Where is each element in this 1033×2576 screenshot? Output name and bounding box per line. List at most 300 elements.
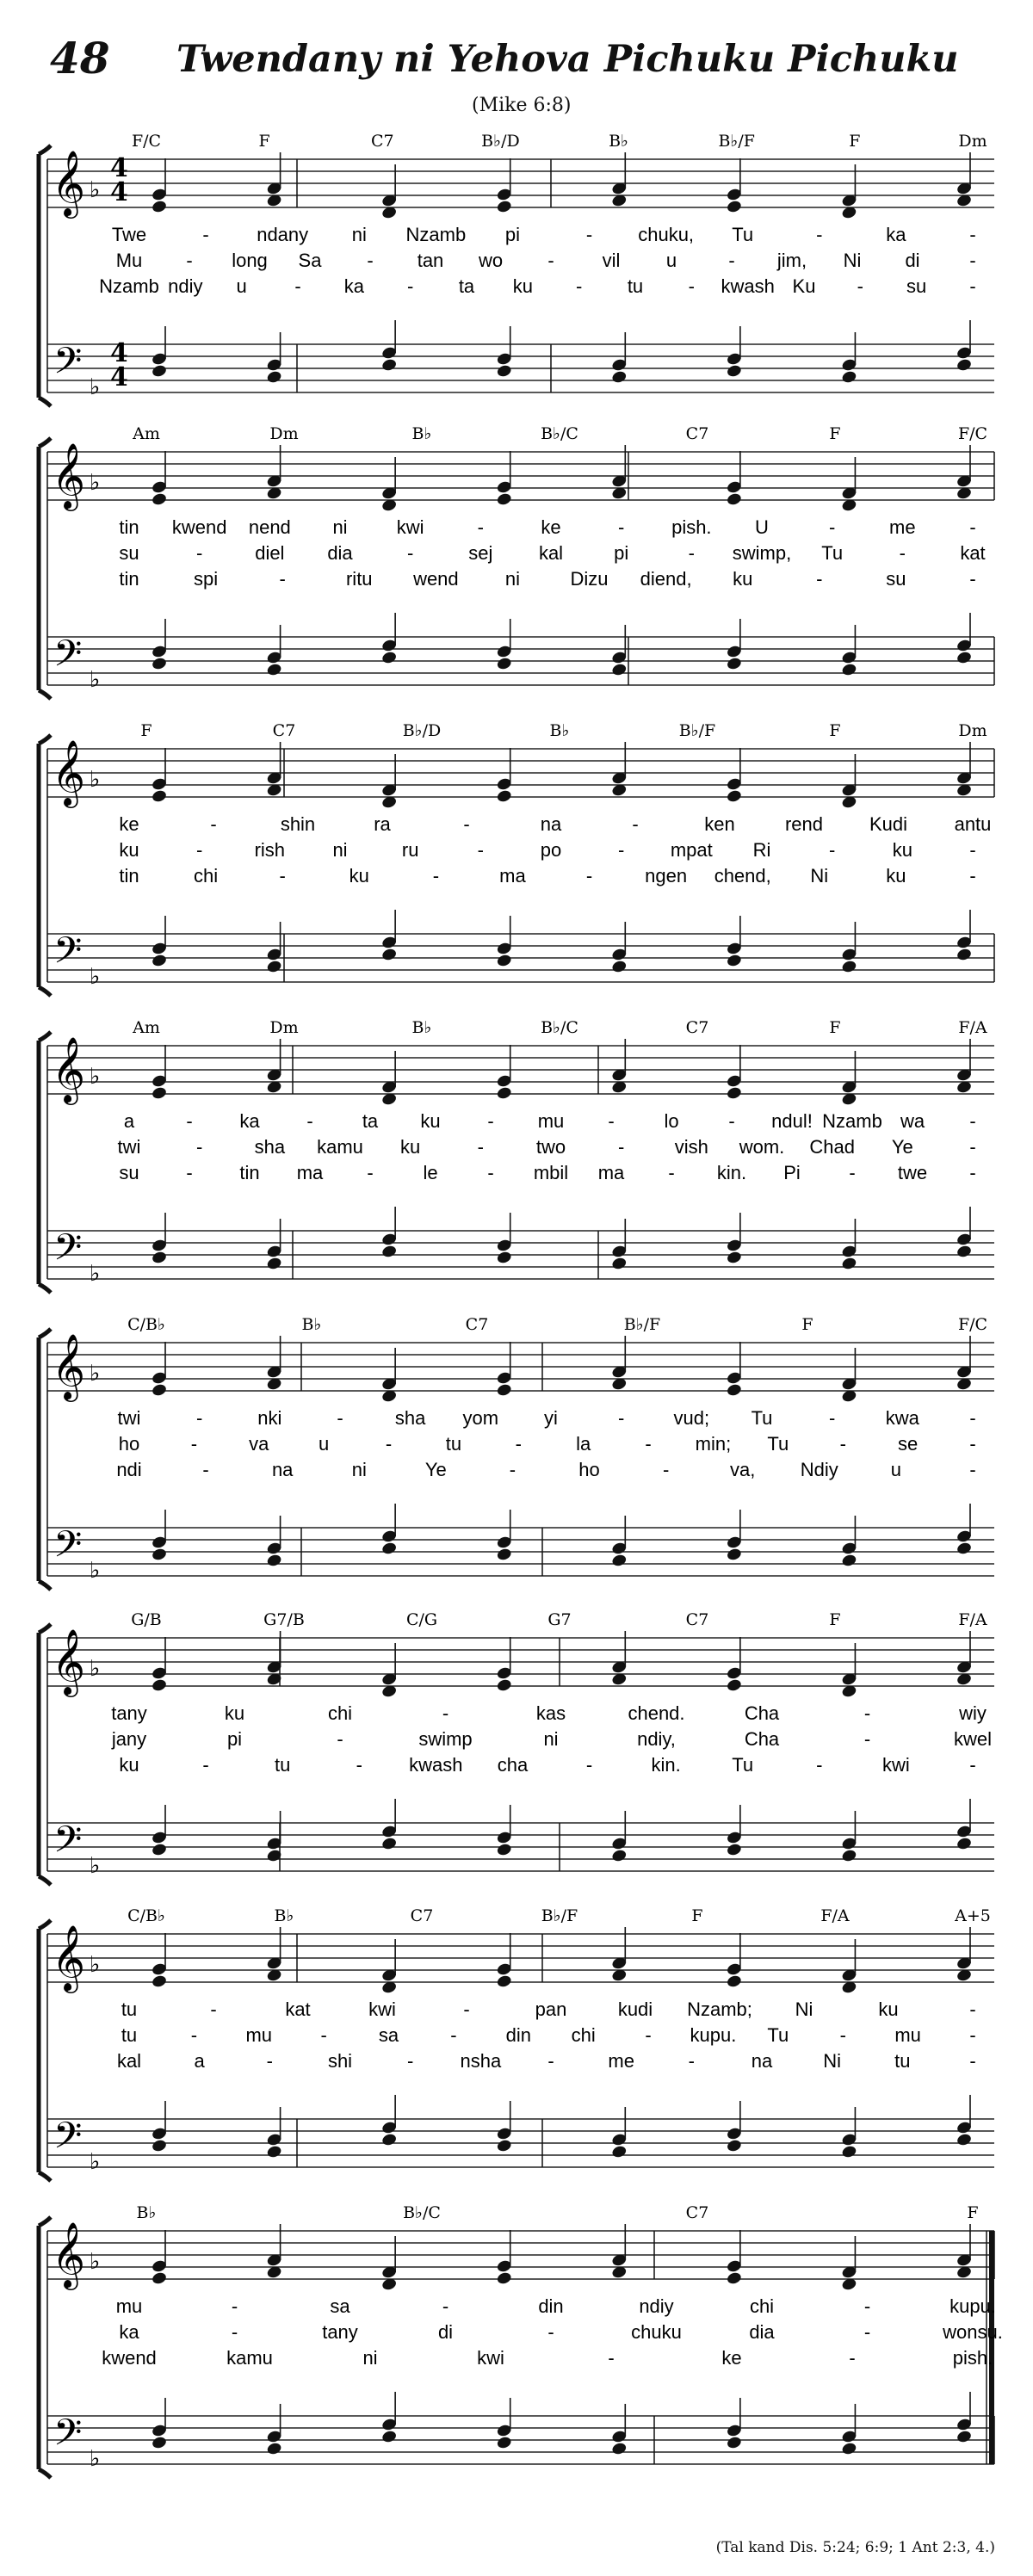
lyric-syllable: yom [462, 1407, 499, 1429]
lyric-syllable: ku [224, 1702, 245, 1724]
note-head [381, 2430, 398, 2444]
lyric-syllable: va [249, 1433, 269, 1455]
lyric-syllable: - [279, 865, 286, 886]
lyric-syllable: - [969, 2050, 976, 2072]
lyric-syllable: - [450, 2024, 457, 2046]
lyric-syllable: ra [374, 813, 391, 835]
lyric-syllable: pi [226, 1728, 243, 1750]
note-head [611, 1554, 628, 1568]
system-bracket [39, 1329, 51, 1590]
lyric-syllable: - [547, 250, 554, 271]
lyric-syllable: - [585, 1754, 593, 1776]
lyric-syllable: - [632, 813, 639, 835]
lyric-syllable: - [608, 2347, 615, 2369]
lyric-syllable: - [839, 2024, 846, 2046]
lyric-syllable: jany [111, 1728, 147, 1750]
lyric-syllable: tany [111, 1702, 147, 1724]
flat-key-signature-icon: ♭ [90, 177, 101, 203]
lyric-syllable: ta [362, 1110, 379, 1132]
lyric-syllable: kupu. [949, 2295, 996, 2317]
bass-clef-icon: 𝄢 [53, 633, 83, 684]
lyric-syllable: su [119, 1162, 139, 1183]
treble-clef-icon: 𝄞 [52, 1924, 86, 1991]
lyric-syllable: - [442, 2295, 449, 2317]
lyric-syllable: din [505, 2024, 531, 2046]
note-head [841, 1257, 857, 1271]
note-head [151, 1843, 167, 1857]
lyric-syllable: ke [541, 516, 561, 538]
lyric-syllable: Tu [751, 1407, 773, 1429]
lyric-syllable: - [337, 1728, 343, 1750]
lyric-syllable: yi [544, 1407, 558, 1429]
time-signature: 4 [110, 153, 128, 183]
note-head [841, 1849, 857, 1863]
lyric-syllable: - [186, 1162, 193, 1183]
hymn-title: Twendany ni Yehova Pichuku Pichuku [176, 38, 959, 81]
lyric-syllable: long [232, 250, 268, 271]
lyric-syllable: nsha [460, 2050, 502, 2072]
lyric-syllable: Tu [821, 542, 844, 564]
lyric-syllable: kwi [396, 516, 424, 538]
lyric-syllable: ndiy [639, 2295, 674, 2317]
lyric-syllable: Tu [732, 224, 754, 245]
lyric-syllable: tu [121, 1998, 138, 2020]
system-bracket [39, 735, 51, 996]
treble-clef-icon: 𝄞 [52, 739, 86, 806]
score-system [0, 129, 1033, 426]
flat-key-signature-icon: ♭ [90, 1261, 101, 1287]
chord-symbol: B♭/F [541, 1906, 578, 1925]
lyric-syllable: - [857, 275, 863, 297]
lyric-syllable: ndul! [771, 1110, 813, 1132]
lyric-syllable: - [367, 1162, 374, 1183]
lyric-syllable: kin. [716, 1162, 747, 1183]
lyric-syllable: - [645, 1433, 652, 1455]
lyric-syllable: - [487, 1110, 494, 1132]
chord-symbol: B♭ [274, 1906, 294, 1925]
lyric-syllable: min; [695, 1433, 732, 1455]
lyric-syllable: Ku [792, 275, 816, 297]
lyric-syllable: ni [332, 516, 348, 538]
lyric-syllable: tu [445, 1433, 462, 1455]
lyric-syllable: pan [535, 1998, 567, 2020]
chord-symbol: Dm [269, 424, 299, 443]
scripture-reference: (Mike 6:8) [472, 95, 572, 116]
score-svg [0, 1016, 1033, 1313]
note-head [381, 358, 398, 373]
lyric-syllable: ka [239, 1110, 260, 1132]
lyric-syllable: - [728, 250, 735, 271]
note-head [956, 1541, 972, 1556]
note-head [496, 492, 512, 507]
lyric-syllable: - [294, 275, 301, 297]
lyric-syllable: diend, [640, 568, 692, 590]
note-head [381, 948, 398, 962]
lyric-syllable: tin [119, 568, 139, 590]
lyric-syllable: ru [401, 839, 419, 861]
lyric-syllable: dia [327, 542, 353, 564]
system-bracket [39, 2217, 51, 2478]
lyric-syllable: su [886, 568, 906, 590]
lyric-syllable: U [755, 516, 769, 538]
lyric-syllable: chi [749, 2295, 775, 2317]
chord-symbol: Am [133, 424, 160, 443]
lyric-syllable: ngen [645, 865, 688, 886]
lyric-syllable: ma [597, 1162, 625, 1183]
chord-symbol: F/A [958, 1018, 987, 1037]
note-head [726, 789, 742, 804]
lyric-syllable: - [618, 1136, 625, 1158]
note-head [956, 2133, 972, 2147]
score-svg [0, 1313, 1033, 1609]
system-bracket [39, 1624, 51, 1885]
lyric-syllable: ni [351, 224, 367, 245]
chord-symbol: F/C [131, 132, 162, 151]
chord-symbol: B♭ [136, 2203, 157, 2222]
lyric-syllable: - [899, 542, 906, 564]
chord-symbol: B♭/D [402, 721, 442, 740]
lyric-syllable: mu [894, 2024, 921, 2046]
lyric-syllable: - [463, 1998, 470, 2020]
lyric-syllable: kal [538, 542, 564, 564]
lyric-syllable: ku [512, 275, 533, 297]
note-head [381, 2133, 398, 2147]
lyric-syllable: mu [245, 2024, 273, 2046]
lyric-syllable: mpat [670, 839, 713, 861]
lyric-syllable: - [969, 865, 976, 886]
flat-key-signature-icon: ♭ [90, 2446, 101, 2472]
lyric-syllable: - [863, 1728, 871, 1750]
lyric-syllable: - [306, 1110, 313, 1132]
lyric-syllable: kamu [317, 1136, 363, 1158]
score-system [0, 1313, 1033, 1609]
lyric-syllable: - [969, 1754, 976, 1776]
lyric-syllable: chi [194, 865, 219, 886]
lyric-syllable: a [123, 1110, 135, 1132]
lyric-syllable: ku [119, 1754, 139, 1776]
lyric-syllable: ni [332, 839, 348, 861]
bass-clef-icon: 𝄢 [53, 2115, 83, 2166]
note-head [726, 1678, 742, 1693]
flat-key-signature-icon: ♭ [90, 1064, 101, 1090]
chord-symbol: F [849, 132, 861, 151]
note-head [496, 1383, 512, 1398]
chord-symbol: F [967, 2203, 979, 2222]
lyric-syllable: di [437, 2321, 454, 2343]
treble-clef-icon: 𝄞 [52, 150, 86, 216]
lyric-syllable: - [515, 1433, 522, 1455]
lyric-syllable: - [477, 516, 484, 538]
note-head [611, 1257, 628, 1271]
lyric-syllable: jim, [776, 250, 807, 271]
lyric-syllable: vish [674, 1136, 708, 1158]
lyric-syllable: antu [954, 813, 992, 835]
lyric-syllable: - [969, 1998, 976, 2020]
note-head [726, 1383, 742, 1398]
flat-key-signature-icon: ♭ [90, 2149, 101, 2175]
lyric-syllable: - [969, 275, 976, 297]
lyric-syllable: di [905, 250, 920, 271]
note-head [611, 2442, 628, 2456]
lyric-syllable: - [576, 275, 583, 297]
lyric-syllable: - [688, 275, 695, 297]
note-head [726, 2139, 742, 2153]
chord-symbol: Am [133, 1018, 160, 1037]
chord-symbol: B♭/D [481, 132, 520, 151]
lyric-syllable: ke [119, 813, 139, 835]
flat-key-signature-icon: ♭ [90, 374, 101, 400]
note-head [726, 1547, 742, 1562]
note-head [726, 1974, 742, 1989]
lyric-syllable: tu [275, 1754, 291, 1776]
lyric-syllable: - [849, 2347, 856, 2369]
lyric-syllable: tu [894, 2050, 911, 2072]
lyric-syllable: wend [413, 568, 459, 590]
lyric-syllable: lo [664, 1110, 679, 1132]
lyric-syllable: sha [394, 1407, 426, 1429]
lyric-syllable: kwend [171, 516, 227, 538]
lyric-syllable: Ndiy [800, 1459, 838, 1480]
lyric-syllable: vil [602, 250, 621, 271]
flat-key-signature-icon: ♭ [90, 1853, 101, 1879]
note-head [151, 954, 167, 968]
lyric-syllable: swimp [418, 1728, 473, 1750]
lyric-syllable: - [608, 1110, 615, 1132]
lyric-syllable: - [969, 1162, 976, 1183]
lyric-syllable: - [477, 839, 484, 861]
chord-symbol: A+5 [955, 1906, 991, 1925]
score-system [0, 1904, 1033, 2201]
note-head [496, 1974, 512, 1989]
lyric-syllable: ho [578, 1459, 600, 1480]
time-signature: 4 [110, 177, 128, 207]
chord-symbol: Dm [958, 721, 987, 740]
lyric-syllable: kwa [885, 1407, 919, 1429]
note-head [496, 789, 512, 804]
lyric-syllable: - [645, 2024, 652, 2046]
lyric-syllable: wo [478, 250, 504, 271]
lyric-syllable: diel [255, 542, 285, 564]
lyric-syllable: ka [343, 275, 364, 297]
chord-symbol: F [829, 1610, 841, 1629]
lyric-syllable: - [407, 542, 414, 564]
lyric-syllable: u [319, 1433, 330, 1455]
chord-symbol: F [829, 1018, 841, 1037]
lyric-syllable: kas [535, 1702, 566, 1724]
chord-symbol: C7 [465, 1315, 489, 1334]
lyric-syllable: twi [117, 1136, 141, 1158]
chord-symbol: C7 [370, 132, 394, 151]
chord-symbol: F [829, 721, 841, 740]
lyric-syllable: - [863, 2295, 871, 2317]
time-signature: 4 [110, 338, 128, 368]
chord-symbol: F [691, 1906, 703, 1925]
lyric-syllable: - [279, 568, 286, 590]
lyric-syllable: Cha [744, 1702, 780, 1724]
lyric-syllable: - [266, 2050, 273, 2072]
lyric-syllable: ka [119, 2321, 139, 2343]
flat-key-signature-icon: ♭ [90, 1952, 101, 1978]
lyric-syllable: tany [322, 2321, 358, 2343]
note-head [151, 364, 167, 379]
lyric-syllable: pish. [952, 2347, 993, 2369]
lyric-syllable: le [423, 1162, 438, 1183]
lyric-syllable: kupu. [690, 2024, 737, 2046]
lyric-syllable: me [608, 2050, 634, 2072]
lyric-syllable: ku [119, 839, 139, 861]
chord-symbol: F [140, 721, 152, 740]
lyric-syllable: chuku, [638, 224, 695, 245]
flat-key-signature-icon: ♭ [90, 470, 101, 496]
lyric-syllable: ni [504, 568, 521, 590]
lyric-syllable: mbil [533, 1162, 569, 1183]
time-signature: 4 [110, 362, 128, 392]
lyric-syllable: chuku [631, 2321, 682, 2343]
lyric-syllable: Chad [809, 1136, 855, 1158]
note-head [611, 663, 628, 677]
note-head [841, 1554, 857, 1568]
system-bracket [39, 438, 51, 699]
note-head [151, 1974, 167, 1989]
note-head [726, 1251, 742, 1265]
chord-symbol: Dm [269, 1018, 299, 1037]
lyric-syllable: se [897, 1433, 919, 1455]
note-head [151, 1547, 167, 1562]
lyric-syllable: Twe [111, 224, 147, 245]
chord-symbol: B♭/F [678, 721, 716, 740]
lyric-syllable: - [839, 1433, 846, 1455]
score-svg [0, 422, 1033, 719]
lyric-syllable: - [969, 1459, 976, 1480]
lyric-syllable: pi [614, 542, 629, 564]
lyric-syllable: - [969, 516, 976, 538]
note-head [381, 1541, 398, 1556]
lyric-syllable: ke [721, 2347, 742, 2369]
note-head [266, 960, 282, 974]
note-head [726, 200, 742, 214]
system-bracket [39, 1920, 51, 2181]
chord-symbol: G7/B [263, 1610, 305, 1629]
note-head [841, 960, 857, 974]
note-head [496, 1547, 512, 1562]
chord-symbol: G/B [131, 1610, 162, 1629]
note-head [726, 954, 742, 968]
lyric-syllable: sa [330, 2295, 350, 2317]
note-head [726, 2271, 742, 2286]
lyric-syllable: kwi [477, 2347, 504, 2369]
note-head [496, 1843, 512, 1857]
lyric-syllable: - [385, 1433, 393, 1455]
lyric-syllable: ken [704, 813, 735, 835]
chord-symbol: C7 [272, 721, 296, 740]
note-head [496, 1251, 512, 1265]
lyric-syllable: - [585, 865, 593, 886]
note-head [266, 1554, 282, 1568]
lyric-syllable: ma [296, 1162, 324, 1183]
note-head [726, 1843, 742, 1857]
lyric-syllable: ku [892, 839, 912, 861]
lyric-syllable: ku [733, 568, 753, 590]
lyric-syllable: na [751, 2050, 773, 2072]
note-head [611, 1849, 628, 1863]
lyric-syllable: Ye [891, 1136, 913, 1158]
note-head [266, 663, 282, 677]
chord-symbol: C7 [685, 2203, 709, 2222]
chord-symbol: B♭ [411, 1018, 432, 1037]
lyric-syllable: Nzamb [99, 275, 159, 297]
lyric-syllable: me [889, 516, 916, 538]
note-head [726, 657, 742, 671]
lyric-syllable: tan [417, 250, 444, 271]
note-head [496, 1678, 512, 1693]
note-head [726, 364, 742, 379]
chord-symbol: F [801, 1315, 813, 1334]
lyric-syllable: su [119, 542, 139, 564]
chord-symbol: F/C [957, 1315, 988, 1334]
lyric-syllable: rish [254, 839, 286, 861]
lyric-syllable: Ye [424, 1459, 447, 1480]
score-svg [0, 1904, 1033, 2201]
lyric-syllable: - [969, 2024, 976, 2046]
lyric-syllable: ni [362, 2347, 378, 2369]
note-head [496, 2436, 512, 2450]
lyric-syllable: - [688, 542, 695, 564]
lyric-syllable: sha [254, 1136, 286, 1158]
chord-symbol: C/B♭ [127, 1906, 165, 1925]
lyric-syllable: - [320, 2024, 327, 2046]
lyric-syllable: - [407, 275, 414, 297]
lyric-syllable: cha [497, 1754, 529, 1776]
system-bracket [39, 1032, 51, 1293]
note-head [151, 1678, 167, 1693]
chord-symbol: C/B♭ [127, 1315, 165, 1334]
chord-symbol: B♭ [609, 132, 629, 151]
lyric-syllable: - [969, 250, 976, 271]
lyric-syllable: kin. [651, 1754, 681, 1776]
lyric-syllable: ho [118, 1433, 140, 1455]
lyric-syllable: mu [537, 1110, 565, 1132]
note-head [726, 492, 742, 507]
hymn-number: 48 [50, 33, 110, 83]
lyric-syllable: kwi [368, 1998, 396, 2020]
lyric-syllable: - [618, 839, 625, 861]
system-bracket [39, 145, 51, 406]
note-head [266, 2442, 282, 2456]
chord-symbol: C7 [685, 1610, 709, 1629]
note-head [611, 2145, 628, 2159]
note-head [266, 370, 282, 385]
lyric-syllable: two [535, 1136, 566, 1158]
note-head [956, 2430, 972, 2444]
flat-key-signature-icon: ♭ [90, 667, 101, 693]
lyric-syllable: - [367, 250, 374, 271]
lyric-syllable: - [186, 250, 193, 271]
lyric-syllable: kwash [721, 275, 775, 297]
lyric-syllable: va, [730, 1459, 756, 1480]
lyric-syllable: u [890, 1459, 902, 1480]
lyric-syllable: spi [194, 568, 219, 590]
note-head [496, 200, 512, 214]
lyric-syllable: sej [468, 542, 493, 564]
note-head [266, 1257, 282, 1271]
note-head [151, 1383, 167, 1398]
note-head [381, 651, 398, 665]
note-head [381, 1245, 398, 1259]
treble-clef-icon: 𝄞 [52, 1036, 86, 1103]
lyric-syllable: - [509, 1459, 516, 1480]
score-svg [0, 129, 1033, 426]
lyric-syllable: - [196, 839, 203, 861]
